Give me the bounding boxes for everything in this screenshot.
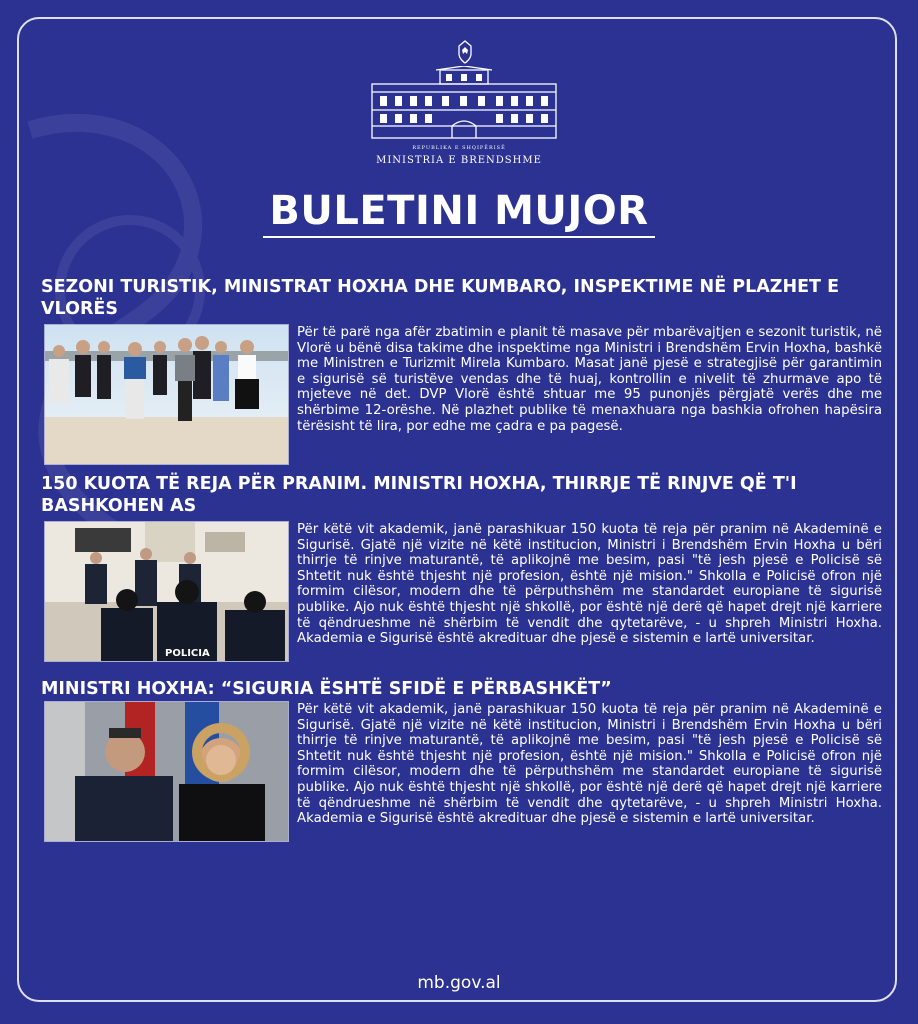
eagle-crest-icon <box>455 40 475 64</box>
bulletin-title <box>0 188 918 238</box>
beach-inspection-image <box>45 325 289 465</box>
article-1-body: Për të parë nga afër zbatimin e planit të masave për mbarëvajtjen e sezonit turistik, në Vlorë u bënë disa takime dhe inspektime nga Ministri i Brendshëm Ervin Hoxha, bashkë me Ministren e Turizmit Mirela Kumbaro. Masat janë pjesë e strategjisë për garantimin e sigurisë së turistëve vendas dhe të huaj, kontrollin e nivelit të zhurmave apo të mjeteve në det. DVP Vlorë është shtuar me 95 punonjës përgjatë verës dhe me shërbime 12-orëshe. Në plazhet publike të menaxhuara nga bashkia ofrohen hapësira tërësisht të lira, por edhe me çadra e pa pagesë. <box>297 325 882 434</box>
article-2-headline: 150 KUOTA TË REJA PËR PRANIM. MINISTRI HOXHA, THIRRJE TË RINJVE QË T'I BASHKOHEN AS <box>41 474 797 516</box>
police-academy-image <box>45 522 289 662</box>
article-1-headline: SEZONI TURISTIK, MINISTRAT HOXHA DHE KUMBARO, INSPEKTIME NË PLAZHET E VLORËS <box>41 277 840 319</box>
photo-police-sign: POLICIA <box>165 648 210 659</box>
article-3-headline: MINISTRI HOXHA: “SIGURIA ËSHTË SFIDË E PËRBASHKËT” <box>41 679 612 699</box>
article-1-photo <box>44 324 289 465</box>
ministry-name: MINISTRIA E BRENDSHME <box>376 155 542 166</box>
republic-label: REPUBLIKA E SHQIPËRISË <box>412 145 506 151</box>
article-2-body: Për këtë vit akademik, janë parashikuar 150 kuota të reja për pranim në Akademinë e Sigurisë. Gjatë një vizite në këtë institucion, Ministri i Brendshëm Ervin Hoxha u bëri thirrje të rinjve maturantë, të aplikojnë me besim, pasi "të jesh pjesë e Policisë së Shtetit nuk është thjesht një profesion, është një mision." Shkolla e Policisë ofron një formim cilësor, modern dhe të përputhshëm me standardet europiane të sigurisë publike. Ajo nuk është thjesht një shkollë, por është një derë që hapet drejt një karriere të qëndrueshme në shërbim të vendit dhe qytetarëve, - u shpreh Ministri Hoxha. Akademia e Sigurisë është akredituar dhe pjesë e sistemin e lartë universitar. <box>297 522 882 647</box>
article-2-photo <box>44 521 289 662</box>
ministry-building-icon <box>370 66 558 140</box>
bulletin-title-text: BULETINI MUJOR <box>263 188 654 238</box>
article-3-body: Për këtë vit akademik, janë parashikuar 150 kuota të reja për pranim në Akademinë e Sigurisë. Gjatë një vizite në këtë institucion, Ministri i Brendshëm Ervin Hoxha u bëri thirrje të rinjve maturantë, të aplikojnë me besim, pasi "të jesh pjesë e Policisë së Shtetit nuk është thjesht një profesion, është një mision." Shkolla e Policisë ofron një formim cilësor, modern dhe të përputhshëm me standardet europiane të sigurisë publike. Ajo nuk është thjesht një shkollë, por është një derë që hapet drejt një karriere të qëndrueshme në shërbim të vendit dhe qytetarëve, - u shpreh Ministri Hoxha. Akademia e Sigurisë është akredituar dhe pjesë e sistemin e lartë universitar. <box>297 702 882 827</box>
footer-url[interactable]: mb.gov.al <box>417 973 501 993</box>
article-3-photo <box>44 701 289 842</box>
ministers-meeting-image <box>45 702 289 842</box>
